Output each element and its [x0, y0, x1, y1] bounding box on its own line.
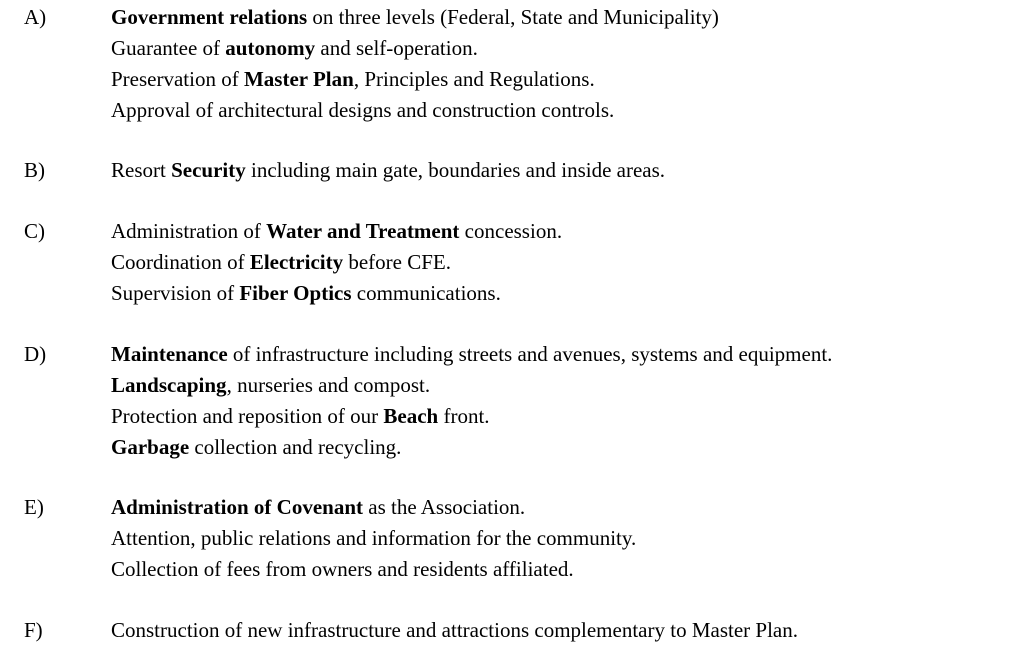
text-line — [111, 492, 1023, 523]
section-marker: B) — [24, 158, 45, 182]
text-run: and self-operation. — [315, 36, 478, 60]
text-run-bold: Beach — [383, 404, 439, 428]
text-run-bold: Landscaping — [111, 373, 227, 397]
text-line — [111, 554, 1023, 585]
text-run-bold: Administration of Covenant — [111, 495, 364, 519]
text-run: of infrastructure including streets and avenues, systems and equipment. — [227, 342, 833, 366]
text-run: Preservation of — [111, 67, 244, 91]
text-run: , nurseries and compost. — [226, 373, 431, 397]
section-lines — [111, 339, 1023, 463]
text-run: before CFE. — [343, 250, 452, 274]
text-line — [111, 2, 1023, 33]
text-run: Guarantee of — [111, 36, 226, 60]
text-run: Approval of architectural designs and construction controls. — [111, 98, 615, 122]
text-line — [111, 33, 1023, 64]
text-run: Construction of new infrastructure and attractions complementary to Master Plan. — [111, 618, 798, 642]
text-run: concession. — [459, 219, 563, 243]
text-line — [111, 370, 1023, 401]
text-run: including main gate, boundaries and inside areas. — [245, 158, 666, 182]
text-run: on three levels (Federal, State and Municipality) — [307, 5, 719, 29]
section-lines — [111, 615, 1023, 646]
text-line — [111, 432, 1023, 463]
text-line — [111, 523, 1023, 554]
text-run: front. — [438, 404, 490, 428]
section-marker: F) — [24, 618, 43, 642]
text-line — [111, 64, 1023, 95]
text-line — [111, 95, 1023, 126]
text-line — [111, 247, 1023, 278]
text-run: as the Association. — [363, 495, 526, 519]
text-run: collection and recycling. — [189, 435, 402, 459]
text-run: Administration of — [111, 219, 267, 243]
text-run-bold: Master Plan — [243, 67, 354, 91]
section-lines — [111, 492, 1023, 585]
text-run: , Principles and Regulations. — [353, 67, 595, 91]
section-lines — [111, 2, 1023, 126]
text-run: Coordination of — [111, 250, 250, 274]
section-marker: C) — [24, 219, 45, 243]
text-line — [111, 278, 1023, 309]
text-line — [111, 401, 1023, 432]
text-run-bold: Electricity — [249, 250, 344, 274]
section-marker: D) — [24, 342, 47, 366]
text-run-bold: Water and Treatment — [266, 219, 460, 243]
text-run: Supervision of — [111, 281, 240, 305]
text-run-bold: Security — [171, 158, 246, 182]
text-run-bold: Garbage — [111, 435, 190, 459]
text-line — [111, 216, 1023, 247]
text-run: communications. — [351, 281, 501, 305]
text-run-bold: Government relations — [111, 5, 308, 29]
text-run-bold: Fiber Optics — [239, 281, 352, 305]
text-run: Collection of fees from owners and residents affiliated. — [111, 557, 574, 581]
section-lines — [111, 216, 1023, 309]
text-run: Protection and reposition of our — [111, 404, 384, 428]
text-line — [111, 155, 1023, 186]
text-line — [111, 339, 1023, 370]
text-run: Resort — [111, 158, 172, 182]
section-marker: A) — [24, 5, 47, 29]
text-run-bold: Maintenance — [111, 342, 228, 366]
text-run: Attention, public relations and information for the community. — [111, 526, 637, 550]
text-run-bold: autonomy — [225, 36, 316, 60]
section-marker: E) — [24, 495, 44, 519]
text-line — [111, 615, 1023, 646]
section-lines — [111, 155, 1023, 186]
